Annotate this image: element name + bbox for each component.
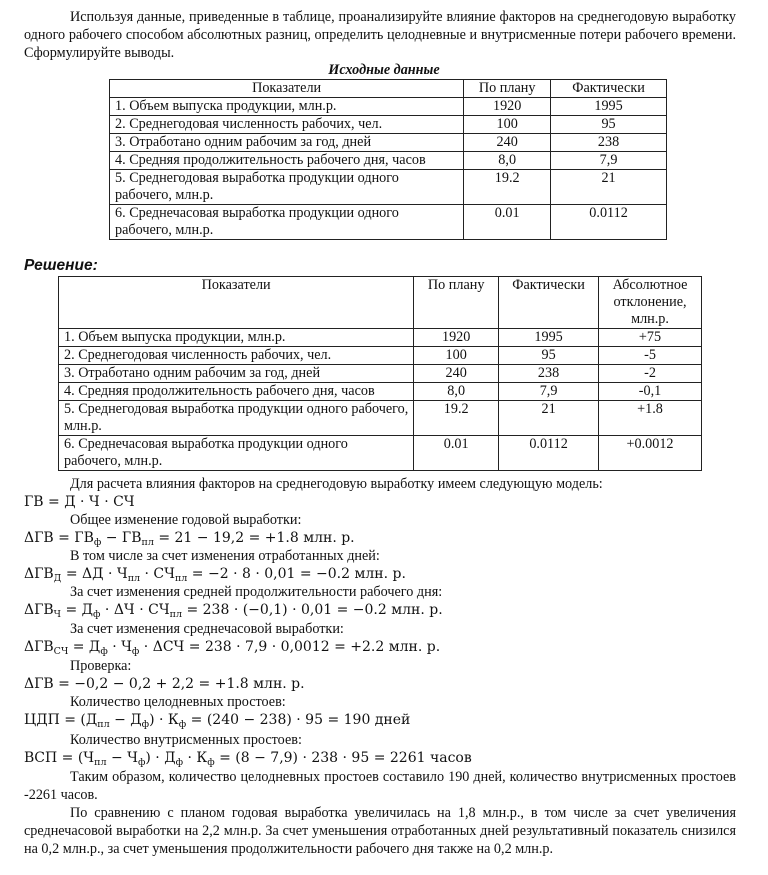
plan-cell: 8,0 (414, 383, 499, 401)
intrashift-downtime-formula: ВСП = $(Ч_{пл} - Ч_ф) \cdot Д_ф \cdot К_ф = (8 - 7,9) \cdot 238 \cdot 95 = 2261$ часов (24, 750, 472, 768)
source-data-caption: Исходные данные (328, 62, 440, 78)
total-change-label: Общее изменение годовой выработки: (70, 512, 302, 528)
hours-factor-formula: $\Delta ГВ_Ч = Д_ф \cdot \Delta Ч \cdot СЧ_{пл} = 238 \cdot (-0,1) \cdot 0,01 = -0.2$ млн. р. (24, 602, 443, 620)
indicator-cell: 6. Среднечасовая выработка продукции одного рабочего, млн.р. (110, 205, 464, 240)
plan-cell: 100 (414, 347, 499, 365)
indicator-cell: 5. Среднегодовая выработка продукции одного рабочего, млн.р. (110, 170, 464, 205)
indicator-cell: 3. Отработано одним рабочим за год, дней (59, 365, 414, 383)
table-row (59, 383, 702, 401)
model-formula: ГВ = Д · Ч · СЧ (24, 494, 135, 510)
indicator-cell: 6. Среднечасовая выработка продукции одного рабочего, млн.р. (59, 436, 414, 471)
plan-cell: 240 (414, 365, 499, 383)
check-formula: ΔГВ = −0,2 − 0,2 + 2,2 = +1.8 млн. р. (24, 676, 305, 692)
table-row (59, 347, 702, 365)
days-factor-label: В том числе за счет изменения отработанных дней: (70, 548, 380, 564)
conclusion-paragraph-2: По сравнению с планом годовая выработка увеличилась на 1,8 млн.р., в том числе за счет увеличения среднечасовой выработки на 2,2 млн.р. За счет уменьшения отработанных дней результативный показатель снизился на 0,2 млн.р., за счет уменьшения продолжительности рабочего дня также на 0,2 млн.р. (24, 805, 736, 857)
model-intro-text: Для расчета влияния факторов на среднегодовую выработку имеем следующую модель: (70, 476, 603, 492)
plan-cell: 8,0 (464, 152, 551, 170)
actual-cell: 21 (551, 170, 667, 205)
header-cell: Абсолютное отклонение, млн.р. (599, 277, 702, 329)
indicator-cell: 5. Среднегодовая выработка продукции одного рабочего, млн.р. (59, 401, 414, 436)
plan-cell: 19.2 (464, 170, 551, 205)
indicator-cell: 4. Средняя продолжительность рабочего дня, часов (59, 383, 414, 401)
actual-cell: 0.0112 (499, 436, 599, 471)
table-row (59, 436, 702, 471)
table-row (59, 365, 702, 383)
deviation-cell: +0.0012 (599, 436, 702, 471)
deviation-cell: +75 (599, 329, 702, 347)
table-header-row (110, 80, 667, 98)
conclusion-paragraph-1: Таким образом, количество целодневных простоев составило 190 дней, количество внутрисменных простоев -2261 часов. (24, 769, 736, 803)
header-cell: Фактически (499, 277, 599, 329)
actual-cell: 238 (499, 365, 599, 383)
table-row (110, 116, 667, 134)
header-cell: Фактически (551, 80, 667, 98)
table-row (110, 205, 667, 240)
header-cell: По плану (464, 80, 551, 98)
indicator-cell: 2. Среднегодовая численность рабочих, чел. (110, 116, 464, 134)
indicator-cell: 3. Отработано одним рабочим за год, дней (110, 134, 464, 152)
deviation-cell: -5 (599, 347, 702, 365)
deviation-cell: -2 (599, 365, 702, 383)
indicator-cell: 4. Средняя продолжительность рабочего дня, часов (110, 152, 464, 170)
task-description: Используя данные, приведенные в таблице, проанализируйте влияние факторов на среднегодовую выработку одного рабочего способом абсолютных разниц, определить целодневные и внутрисменные потери рабочего времени. Сформулируйте выводы. (24, 9, 736, 61)
plan-cell: 0.01 (464, 205, 551, 240)
plan-cell: 100 (464, 116, 551, 134)
table-row (59, 401, 702, 436)
indicator-cell: 1. Объем выпуска продукции, млн.р. (59, 329, 414, 347)
actual-cell: 1995 (551, 98, 667, 116)
solution-heading: Решение: (24, 257, 98, 274)
plan-cell: 1920 (464, 98, 551, 116)
header-cell: Показатели (110, 80, 464, 98)
intrashift-downtime-label: Количество внутрисменных простоев: (70, 732, 302, 748)
hours-factor-label: За счет изменения средней продолжительности рабочего дня: (70, 584, 443, 600)
actual-cell: 7,9 (551, 152, 667, 170)
table-row (110, 170, 667, 205)
plan-cell: 1920 (414, 329, 499, 347)
table-row (110, 134, 667, 152)
whole-day-downtime-formula: ЦДП = $(Д_{пл} - Д_ф) \cdot К_ф = (240 - 238) \cdot 95 = 190$ дней (24, 712, 411, 730)
indicator-cell: 2. Среднегодовая численность рабочих, чел. (59, 347, 414, 365)
check-label: Проверка: (70, 658, 132, 674)
table-row (110, 152, 667, 170)
total-change-formula: $\Delta ГВ = ГВ_ф - ГВ_{пл} = 21 - 19,2 = +1.8$ млн. р. (24, 530, 355, 548)
actual-cell: 0.0112 (551, 205, 667, 240)
actual-cell: 21 (499, 401, 599, 436)
actual-cell: 95 (551, 116, 667, 134)
actual-cell: 95 (499, 347, 599, 365)
actual-cell: 7,9 (499, 383, 599, 401)
hourly-output-formula: $\Delta ГВ_{СЧ} = Д_ф \cdot Ч_ф \cdot \Delta СЧ = 238 \cdot 7,9 \cdot 0,0012 = +2.2$ млн. р. (24, 639, 441, 657)
table-row (59, 329, 702, 347)
source-data-table (109, 79, 667, 240)
table-row (110, 98, 667, 116)
whole-day-downtime-label: Количество целодневных простоев: (70, 694, 286, 710)
table-header-row (59, 277, 702, 329)
header-cell: Показатели (59, 277, 414, 329)
indicator-cell: 1. Объем выпуска продукции, млн.р. (110, 98, 464, 116)
solution-table (58, 276, 702, 471)
deviation-cell: +1.8 (599, 401, 702, 436)
hourly-output-label: За счет изменения среднечасовой выработки: (70, 621, 344, 637)
plan-cell: 19.2 (414, 401, 499, 436)
days-factor-formula: $\Delta ГВ_Д = \Delta Д \cdot Ч_{пл} \cdot СЧ_{пл} = -2 \cdot 8 \cdot 0,01 = -0.2$ млн. р. (24, 566, 406, 584)
plan-cell: 240 (464, 134, 551, 152)
header-cell: По плану (414, 277, 499, 329)
plan-cell: 0.01 (414, 436, 499, 471)
deviation-cell: -0,1 (599, 383, 702, 401)
actual-cell: 1995 (499, 329, 599, 347)
actual-cell: 238 (551, 134, 667, 152)
